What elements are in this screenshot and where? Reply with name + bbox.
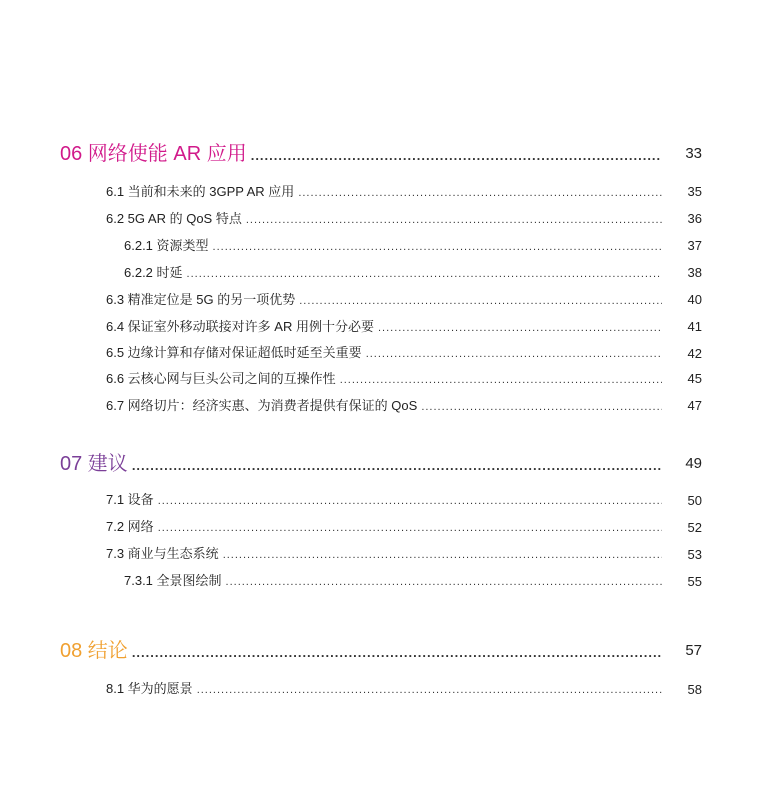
item-title: 6.2.2 时延 — [124, 265, 183, 280]
item-title: 7.2 网络 — [106, 519, 154, 534]
toc-item[interactable] — [124, 262, 702, 281]
leader-dots — [298, 187, 662, 199]
leader-dots — [299, 295, 662, 307]
toc-item[interactable] — [106, 489, 702, 508]
leader-dots — [378, 322, 662, 334]
leader-dots — [158, 522, 662, 534]
item-title: 6.7 网络切片：经济实惠、为消费者提供有保证的 QoS — [106, 398, 418, 413]
toc-chapter-08[interactable] — [60, 634, 702, 663]
toc-item[interactable] — [124, 235, 702, 254]
item-page-number: 47 — [687, 398, 702, 413]
item-title: 6.4 保证室外移动联接对许多 AR 用例十分必要 — [106, 319, 374, 334]
leader-dots — [366, 348, 662, 360]
toc-item[interactable] — [106, 368, 702, 387]
item-page-number: 40 — [687, 292, 702, 307]
chapter-title: 08 结论 — [60, 640, 128, 662]
item-title: 8.1 华为的愿景 — [106, 681, 193, 696]
leader-dots — [251, 148, 662, 163]
toc-item[interactable] — [106, 678, 702, 697]
toc-item[interactable] — [106, 181, 702, 200]
toc-item[interactable] — [106, 289, 702, 308]
item-title: 7.1 设备 — [106, 492, 154, 507]
item-page-number: 45 — [687, 371, 702, 386]
item-page-number: 52 — [687, 520, 702, 535]
toc-item[interactable] — [106, 208, 702, 227]
item-page-number: 38 — [687, 265, 702, 280]
leader-dots — [223, 549, 662, 561]
item-title: 6.2.1 资源类型 — [124, 238, 209, 253]
toc-item[interactable] — [106, 316, 702, 335]
leader-dots — [132, 458, 662, 473]
item-page-number: 42 — [687, 346, 702, 361]
item-title: 6.1 当前和未来的 3GPP AR 应用 — [106, 184, 295, 199]
leader-dots — [340, 374, 662, 386]
item-title: 7.3 商业与生态系统 — [106, 546, 219, 561]
chapter-title: 06 网络使能 AR 应用 — [60, 143, 247, 165]
toc-chapter-07[interactable] — [60, 447, 702, 476]
leader-dots — [187, 268, 662, 280]
leader-dots — [421, 401, 662, 413]
toc-item[interactable] — [106, 516, 702, 535]
item-title: 6.3 精准定位是 5G 的另一项优势 — [106, 292, 296, 307]
toc-item[interactable] — [106, 342, 702, 361]
toc-chapter-06[interactable] — [60, 137, 702, 166]
item-title: 6.2 5G AR 的 QoS 特点 — [106, 211, 242, 226]
toc-item[interactable] — [106, 543, 702, 562]
item-page-number: 36 — [687, 211, 702, 226]
leader-dots — [158, 495, 662, 507]
item-page-number: 35 — [687, 184, 702, 199]
item-title: 7.3.1 全景图绘制 — [124, 573, 222, 588]
chapter-page-number: 33 — [685, 145, 702, 162]
leader-dots — [213, 241, 662, 253]
chapter-title: 07 建议 — [60, 453, 128, 475]
item-page-number: 37 — [687, 238, 702, 253]
leader-dots — [226, 576, 662, 588]
item-page-number: 58 — [687, 682, 702, 697]
chapter-page-number: 49 — [685, 455, 702, 472]
item-page-number: 41 — [687, 319, 702, 334]
item-page-number: 50 — [687, 493, 702, 508]
item-page-number: 53 — [687, 547, 702, 562]
item-title: 6.5 边缘计算和存储对保证超低时延至关重要 — [106, 345, 362, 360]
item-page-number: 55 — [687, 574, 702, 589]
leader-dots — [197, 684, 662, 696]
toc-item[interactable] — [106, 395, 702, 414]
toc-item[interactable] — [124, 570, 702, 589]
leader-dots — [246, 214, 662, 226]
item-title: 6.6 云核心网与巨头公司之间的互操作性 — [106, 371, 336, 386]
chapter-page-number: 57 — [685, 642, 702, 659]
leader-dots — [132, 645, 662, 660]
